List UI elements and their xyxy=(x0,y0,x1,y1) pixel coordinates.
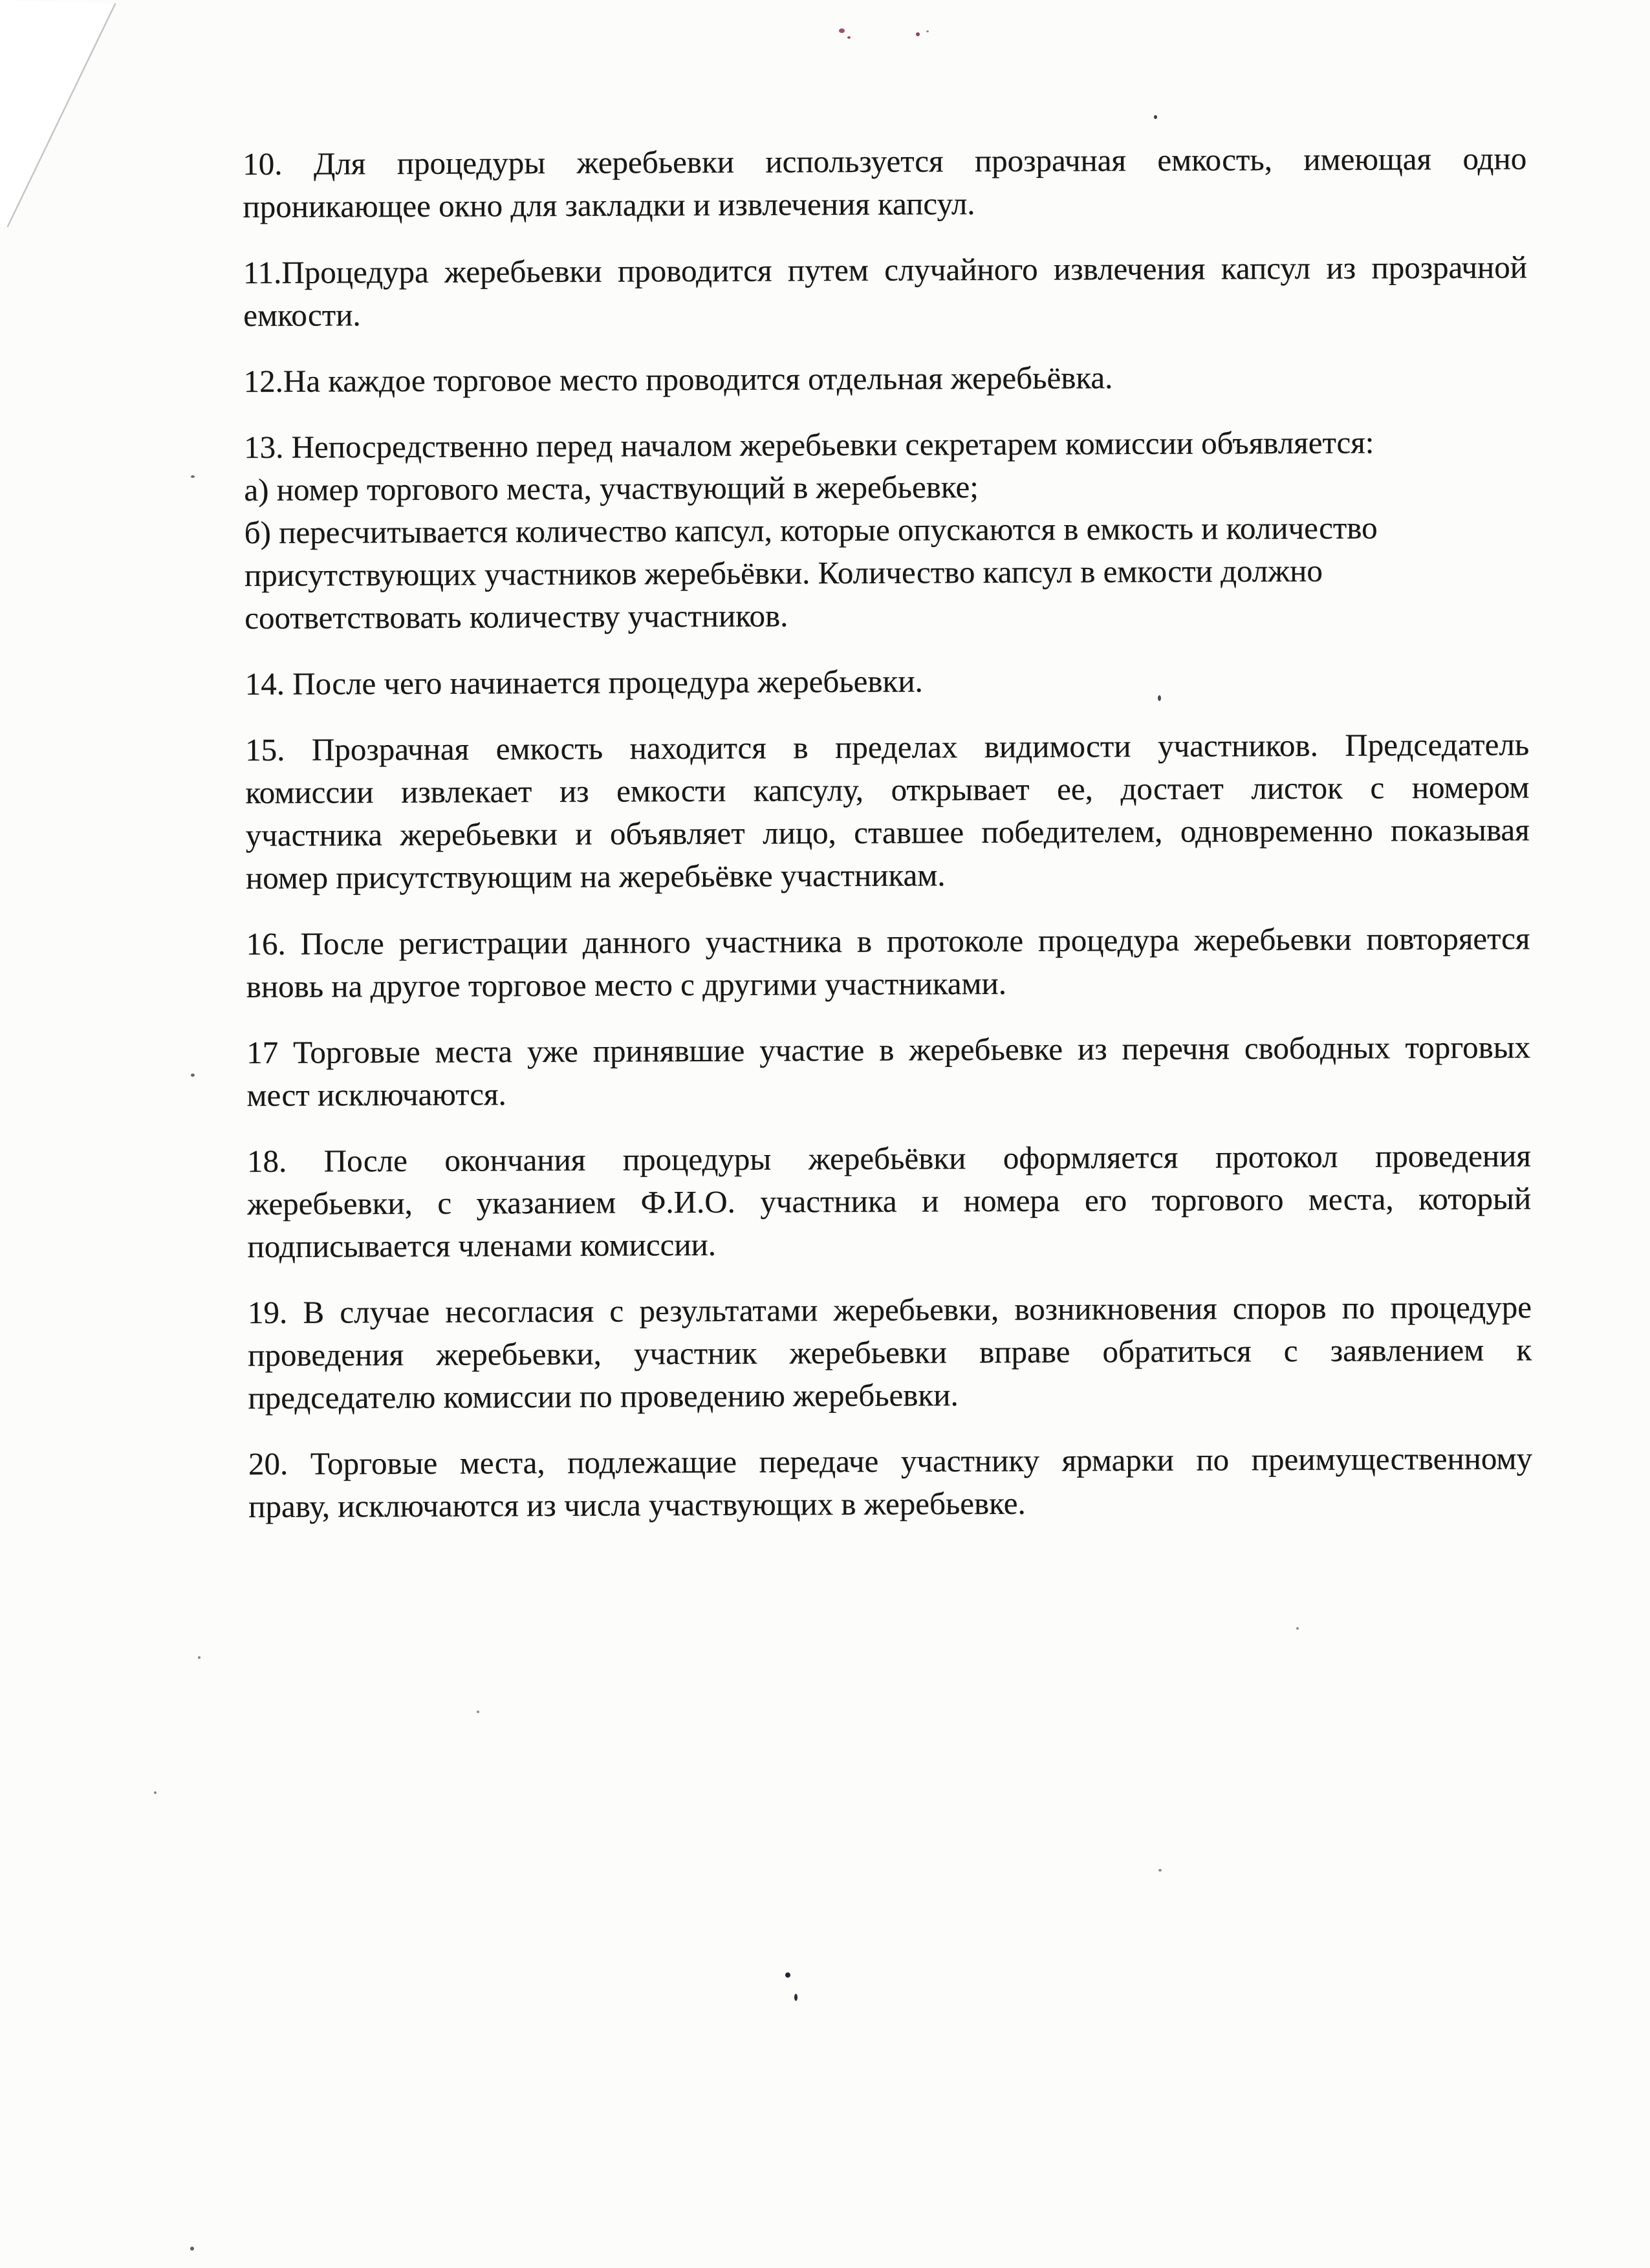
scan-speck xyxy=(154,1791,157,1794)
paragraph-20 xyxy=(248,1437,1533,1528)
text-line: праву, исключаются из числа участвующих в жеребьевке. xyxy=(248,1485,1026,1524)
paragraph-17 xyxy=(246,1026,1531,1117)
corner-fold-highlight xyxy=(0,0,115,226)
paragraph-15 xyxy=(245,723,1530,900)
text-line: 15. Прозрачная емкость находится в пределах видимости участников. Председатель xyxy=(244,726,1530,768)
scan-speck xyxy=(191,1074,195,1077)
paragraph-13 xyxy=(244,420,1528,640)
corner-fold-line xyxy=(8,4,115,226)
text-line: жеребьевки, с указанием Ф.И.О. участника и номера его торгового места, который xyxy=(247,1180,1532,1222)
text-line: участника жеребьевки и объявляет лицо, ставшее победителем, одновременно показывая xyxy=(245,812,1530,853)
text-line: проведения жеребьевки, участник жеребьевки вправе обратиться с заявлением к xyxy=(248,1332,1532,1373)
text-line: присутствующих участников жеребьёвки. Количество капсул в емкости должно xyxy=(244,552,1323,593)
scan-speck xyxy=(191,475,195,478)
text-line: 17 Торговые места уже принявшие участие в жеребьевке из перечня свободных торговых xyxy=(246,1029,1531,1070)
text-line: подписывается членами комиссии. xyxy=(247,1226,717,1264)
text-line: 19. В случае несогласия с результатами жеребьевки, возникновения споров по процедуре xyxy=(247,1289,1532,1330)
text-line: 13. Непосредственно перед началом жеребьевки секретарем комиссии объявляется: xyxy=(243,424,1374,465)
text-line: вновь на другое торговое место с другими участниками. xyxy=(246,965,1007,1004)
text-line: а) номер торгового места, участвующий в жеребьевке; xyxy=(244,469,979,508)
scan-speck xyxy=(1158,1869,1162,1872)
scan-speck xyxy=(926,30,929,32)
text-line: 16. После регистрации данного участника в протоколе процедура жеребьевки повторяется xyxy=(246,920,1530,962)
paragraph-12 xyxy=(243,354,1527,403)
scan-speck xyxy=(847,36,851,39)
paragraph-11 xyxy=(243,246,1528,337)
text-line: комиссии извлекает из емкости капсулу, открывает ее, достает листок с номером xyxy=(245,769,1530,810)
text-line: номер присутствующим на жеребьёвке участникам. xyxy=(245,857,946,896)
text-line: 12.На каждое торговое место проводится отдельная жеребьёвка. xyxy=(243,360,1113,399)
text-line: 10. Для процедуры жеребьевки используется прозрачная емкость, имеющая одно xyxy=(243,140,1527,182)
text-line: б) пересчитывается количество капсул, которые опускаются в емкость и количество xyxy=(244,510,1378,550)
paragraph-19 xyxy=(248,1286,1532,1420)
text-line: 18. После окончания процедуры жеребьёвки оформляется протокол проведения xyxy=(246,1138,1531,1179)
paragraph-10 xyxy=(243,137,1527,228)
text-line: 20. Торговые места, подлежащие передаче участнику ярмарки по преимущественному xyxy=(248,1440,1533,1482)
text-line: 14. После чего начинается процедура жеребьевки. xyxy=(244,663,923,702)
scan-speck xyxy=(1296,1627,1299,1630)
paragraph-18 xyxy=(247,1134,1532,1268)
scan-speck xyxy=(785,1972,790,1978)
text-line: емкости. xyxy=(243,297,361,333)
text-line: соответствовать количеству участников. xyxy=(244,598,788,636)
paragraph-14 xyxy=(245,657,1529,706)
text-line: 11.Процедура жеребьевки проводится путем случайного извлечения капсул из прозрачной xyxy=(243,249,1527,290)
page-corner-fold xyxy=(0,0,149,246)
text-line: проникающее окно для закладки и извлечения капсул. xyxy=(243,186,975,224)
scan-speck xyxy=(839,28,845,33)
scan-speck xyxy=(794,1994,798,2001)
scan-speck xyxy=(1154,115,1157,119)
paragraph-16 xyxy=(246,917,1530,1008)
scan-speck xyxy=(477,1711,479,1713)
text-line: председателю комиссии по проведению жеребьевки. xyxy=(248,1377,959,1416)
scan-speck xyxy=(190,2247,194,2251)
document-text xyxy=(243,137,1532,1551)
scan-speck xyxy=(916,32,920,36)
scan-speck xyxy=(198,1656,201,1659)
text-line: мест исключаются. xyxy=(246,1076,506,1113)
